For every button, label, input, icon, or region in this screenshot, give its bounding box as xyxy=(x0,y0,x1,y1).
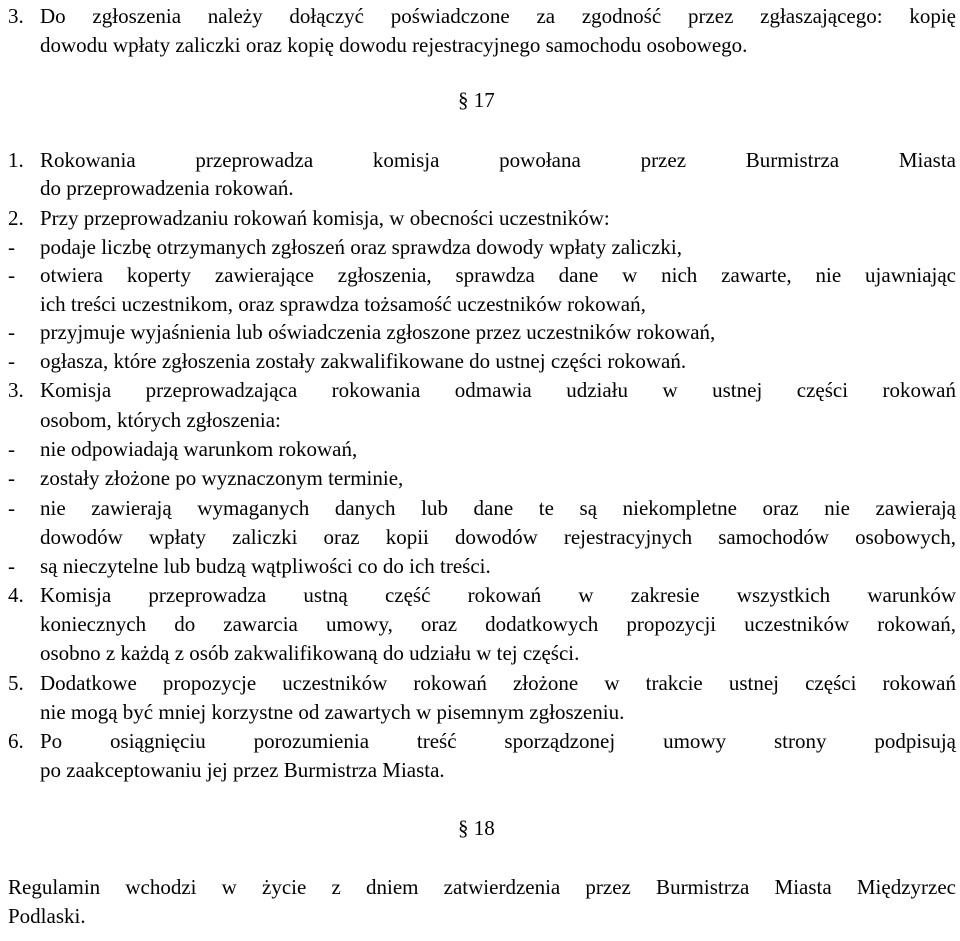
list-dash: - xyxy=(8,263,15,287)
list-item: podaje liczbę otrzymanych zgłoszeń oraz sprawdza dowody wpłaty zaliczki, xyxy=(40,235,682,259)
section-heading-18 xyxy=(458,818,495,839)
list-item: nie zawierają wymaganych danych lub dane te są niekompletne oraz nie zawierają xyxy=(40,496,956,520)
item-number: 2. xyxy=(8,206,24,230)
item-number: 5. xyxy=(8,671,24,695)
list-dash: - xyxy=(8,554,15,578)
paragraph-line: Przy przeprowadzaniu rokowań komisja, w obecności uczestników: xyxy=(40,206,610,230)
list-dash: - xyxy=(8,466,15,490)
list-dash: - xyxy=(8,437,15,461)
paragraph-line: dowodu wpłaty zaliczki oraz kopię dowodu rejestracyjnego samochodu osobowego. xyxy=(40,33,748,57)
paragraph-line: Rokowania przeprowadza komisja powołana przez Burmistrza Miasta xyxy=(40,148,956,172)
item-number: 1. xyxy=(8,148,24,172)
paragraph-line: Komisja przeprowadzająca rokowania odmawia udziału w ustnej części rokowań xyxy=(40,378,956,402)
list-item-continuation: ich treści uczestnikom, oraz sprawdza tożsamość uczestników rokowań, xyxy=(40,292,646,316)
list-item: nie odpowiadają warunkom rokowań, xyxy=(40,437,358,461)
paragraph-line: osobno z każdą z osób zakwalifikowaną do udziału w tej części. xyxy=(40,641,580,665)
list-dash: - xyxy=(8,349,15,373)
paragraph-line: Regulamin wchodzi w życie z dniem zatwierdzenia przez Burmistrza Miasta Międzyrzec xyxy=(8,875,956,899)
list-dash: - xyxy=(8,496,15,520)
item-number: 3. xyxy=(8,378,24,402)
paragraph-line: Komisja przeprowadza ustną część rokowań w zakresie wszystkich warunków xyxy=(40,583,956,607)
paragraph-line: Do zgłoszenia należy dołączyć poświadczone za zgodność przez zgłaszającego: kopię xyxy=(40,4,956,28)
list-item: otwiera koperty zawierające zgłoszenia, sprawdza dane w nich zawarte, nie ujawniając xyxy=(40,263,956,287)
list-item: zostały złożone po wyznaczonym terminie, xyxy=(40,466,404,490)
item-number: 6. xyxy=(8,729,24,753)
section-number: 18 xyxy=(473,816,495,840)
paragraph-line: Dodatkowe propozycje uczestników rokowań złożone w trakcie ustnej części rokowań xyxy=(40,671,956,695)
item-number: 4. xyxy=(8,583,24,607)
paragraph-line: koniecznych do zawarcia umowy, oraz dodatkowych propozycji uczestników rokowań, xyxy=(40,612,956,636)
paragraph-line: nie mogą być mniej korzystne od zawartych w pisemnym zgłoszeniu. xyxy=(40,700,625,724)
list-dash: - xyxy=(8,235,15,259)
list-item: są nieczytelne lub budzą wątpliwości co do ich treści. xyxy=(40,554,491,578)
paragraph-line: osobom, których zgłoszenia: xyxy=(40,408,281,432)
section-sign: § xyxy=(458,88,469,112)
list-item: ogłasza, które zgłoszenia zostały zakwalifikowane do ustnej części rokowań. xyxy=(40,349,687,373)
paragraph-line: Po osiągnięciu porozumienia treść sporządzonej umowy strony podpisują xyxy=(40,729,956,753)
section-number: 17 xyxy=(473,88,495,112)
list-item-continuation: dowodów wpłaty zaliczki oraz kopii dowodów rejestracyjnych samochodów osobowych, xyxy=(40,525,956,549)
list-item: przyjmuje wyjaśnienia lub oświadczenia zgłoszone przez uczestników rokowań, xyxy=(40,320,716,344)
list-dash: - xyxy=(8,320,15,344)
paragraph-line: do przeprowadzenia rokowań. xyxy=(40,176,294,200)
paragraph-line: po zaakceptowaniu jej przez Burmistrza Miasta. xyxy=(40,758,445,782)
section-heading-17 xyxy=(458,90,495,111)
paragraph-line: Podlaski. xyxy=(8,904,86,928)
item-number: 3. xyxy=(8,4,24,28)
section-sign: § xyxy=(458,816,469,840)
